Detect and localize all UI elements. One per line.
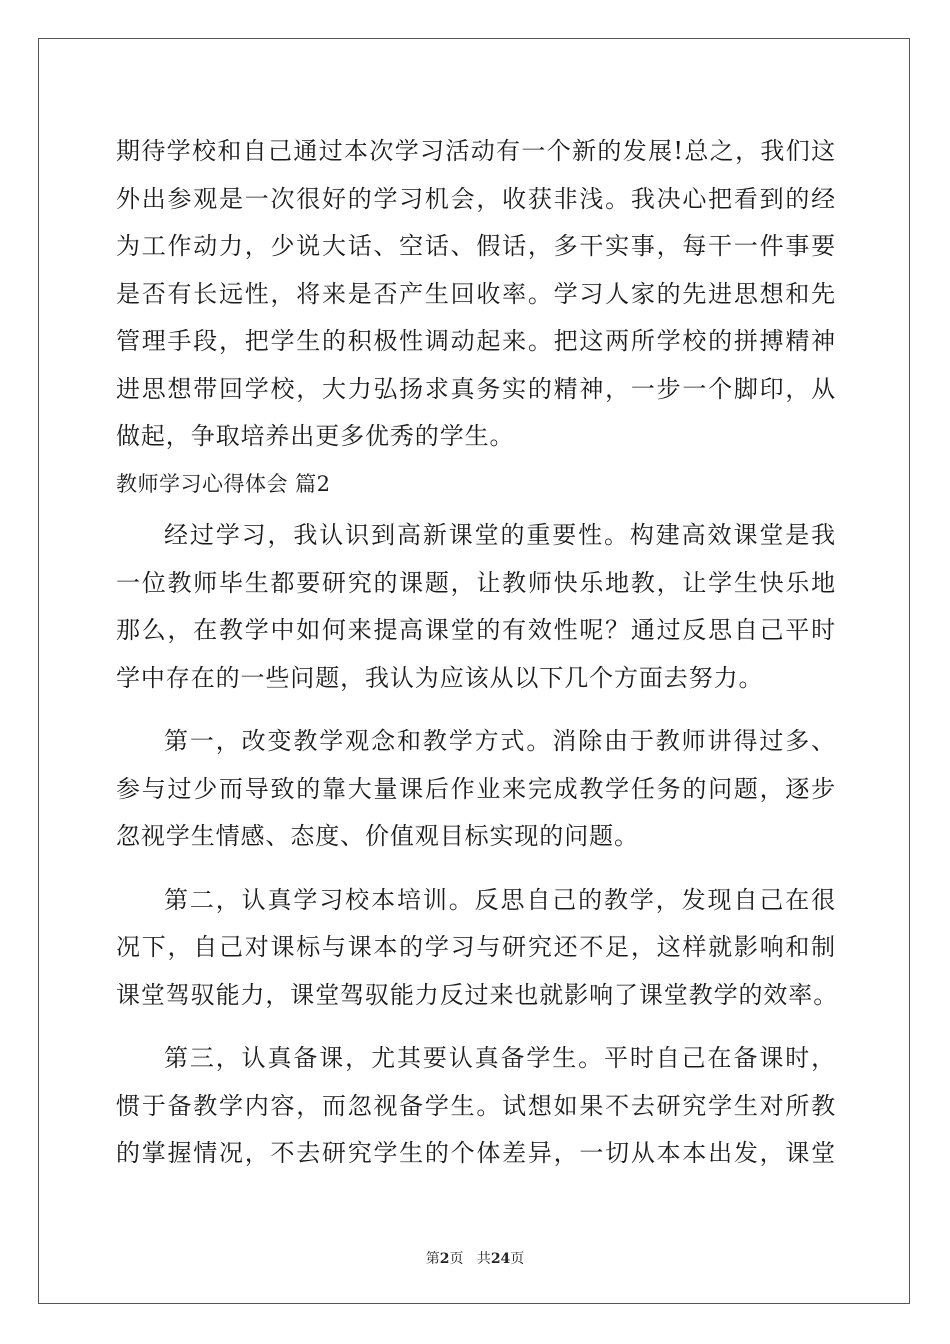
page-prefix: 第 [425, 1251, 440, 1267]
text-line: 进思想带回学校，大力弘扬求真务实的精神，一步一个脚印，从 [116, 374, 836, 403]
page-number: 2 [439, 1251, 450, 1267]
paragraph-2 [116, 718, 836, 861]
text-line: 参与过少而导致的靠大量课后作业来完成教学任务的问题，逐步 [116, 774, 836, 803]
text-line: 况下，自己对课标与课本的学习与研究还不足，这样就影响和制 [116, 933, 836, 961]
paragraph-1 [116, 512, 836, 702]
text-line: 第一，改变教学观念和教学方式。消除由于教师讲得过多、 [164, 727, 836, 755]
text-line: 惯于备教学内容，而忽视备学生。试想如果不去研究学生对所教 [116, 1091, 836, 1120]
text-line: 第三，认真备课，尤其要认真备学生。平时自己在备课时， [164, 1044, 836, 1072]
page-suffix: 页 [449, 1251, 464, 1267]
paragraph-3 [116, 877, 839, 1020]
text-line: 学中存在的一些问题，我认为应该从以下几个方面去努力。 [116, 663, 764, 692]
page-total: 24 [490, 1251, 511, 1267]
text-line: 是否有长远性，将来是否产生回收率。学习人家的先进思想和先 [116, 279, 836, 308]
text-line: 第二，认真学习校本培训。反思自己的教学，发现自己在很 [164, 885, 836, 914]
paragraph-continuation [116, 128, 836, 461]
text-line: 管理手段，把学生的积极性调动起来。把这两所学校的拼搏精神 [116, 327, 836, 355]
total-prefix: 共 [476, 1251, 491, 1267]
text-line: 那么，在教学中如何来提高课堂的有效性呢？通过反思自己平时 [116, 616, 836, 644]
text-line: 期待学校和自己通过本次学习活动有一个新的发展!总之，我们这 [116, 137, 836, 165]
section-heading: 教师学习心得体会 篇2 [116, 471, 331, 496]
total-suffix: 页 [510, 1251, 525, 1267]
page-footer [0, 1248, 950, 1268]
text-line: 课堂驾驭能力，课堂驾驭能力反过来也就影响了课堂教学的效率。 [116, 980, 839, 1009]
paragraph-4 [116, 1035, 836, 1178]
text-line: 为工作动力，少说大话、空话、假话，多干实事，每干一件事要 [116, 232, 836, 260]
text-line: 外出参观是一次很好的学习机会，收获非浅。我决心把看到的经 [116, 184, 836, 213]
text-line: 经过学习，我认识到高新课堂的重要性。构建高效课堂是我 [164, 521, 836, 549]
text-line: 做起，争取培养出更多优秀的学生。 [116, 422, 515, 450]
document-body [116, 128, 839, 1178]
text-line: 的掌握情况，不去研究学生的个体差异，一切从本本出发，课堂 [116, 1139, 836, 1167]
text-line: 一位教师毕生都要研究的课题，让教师快乐地教，让学生快乐地 [116, 568, 836, 597]
text-line: 忽视学生情感、态度、价值观目标实现的问题。 [116, 822, 639, 850]
